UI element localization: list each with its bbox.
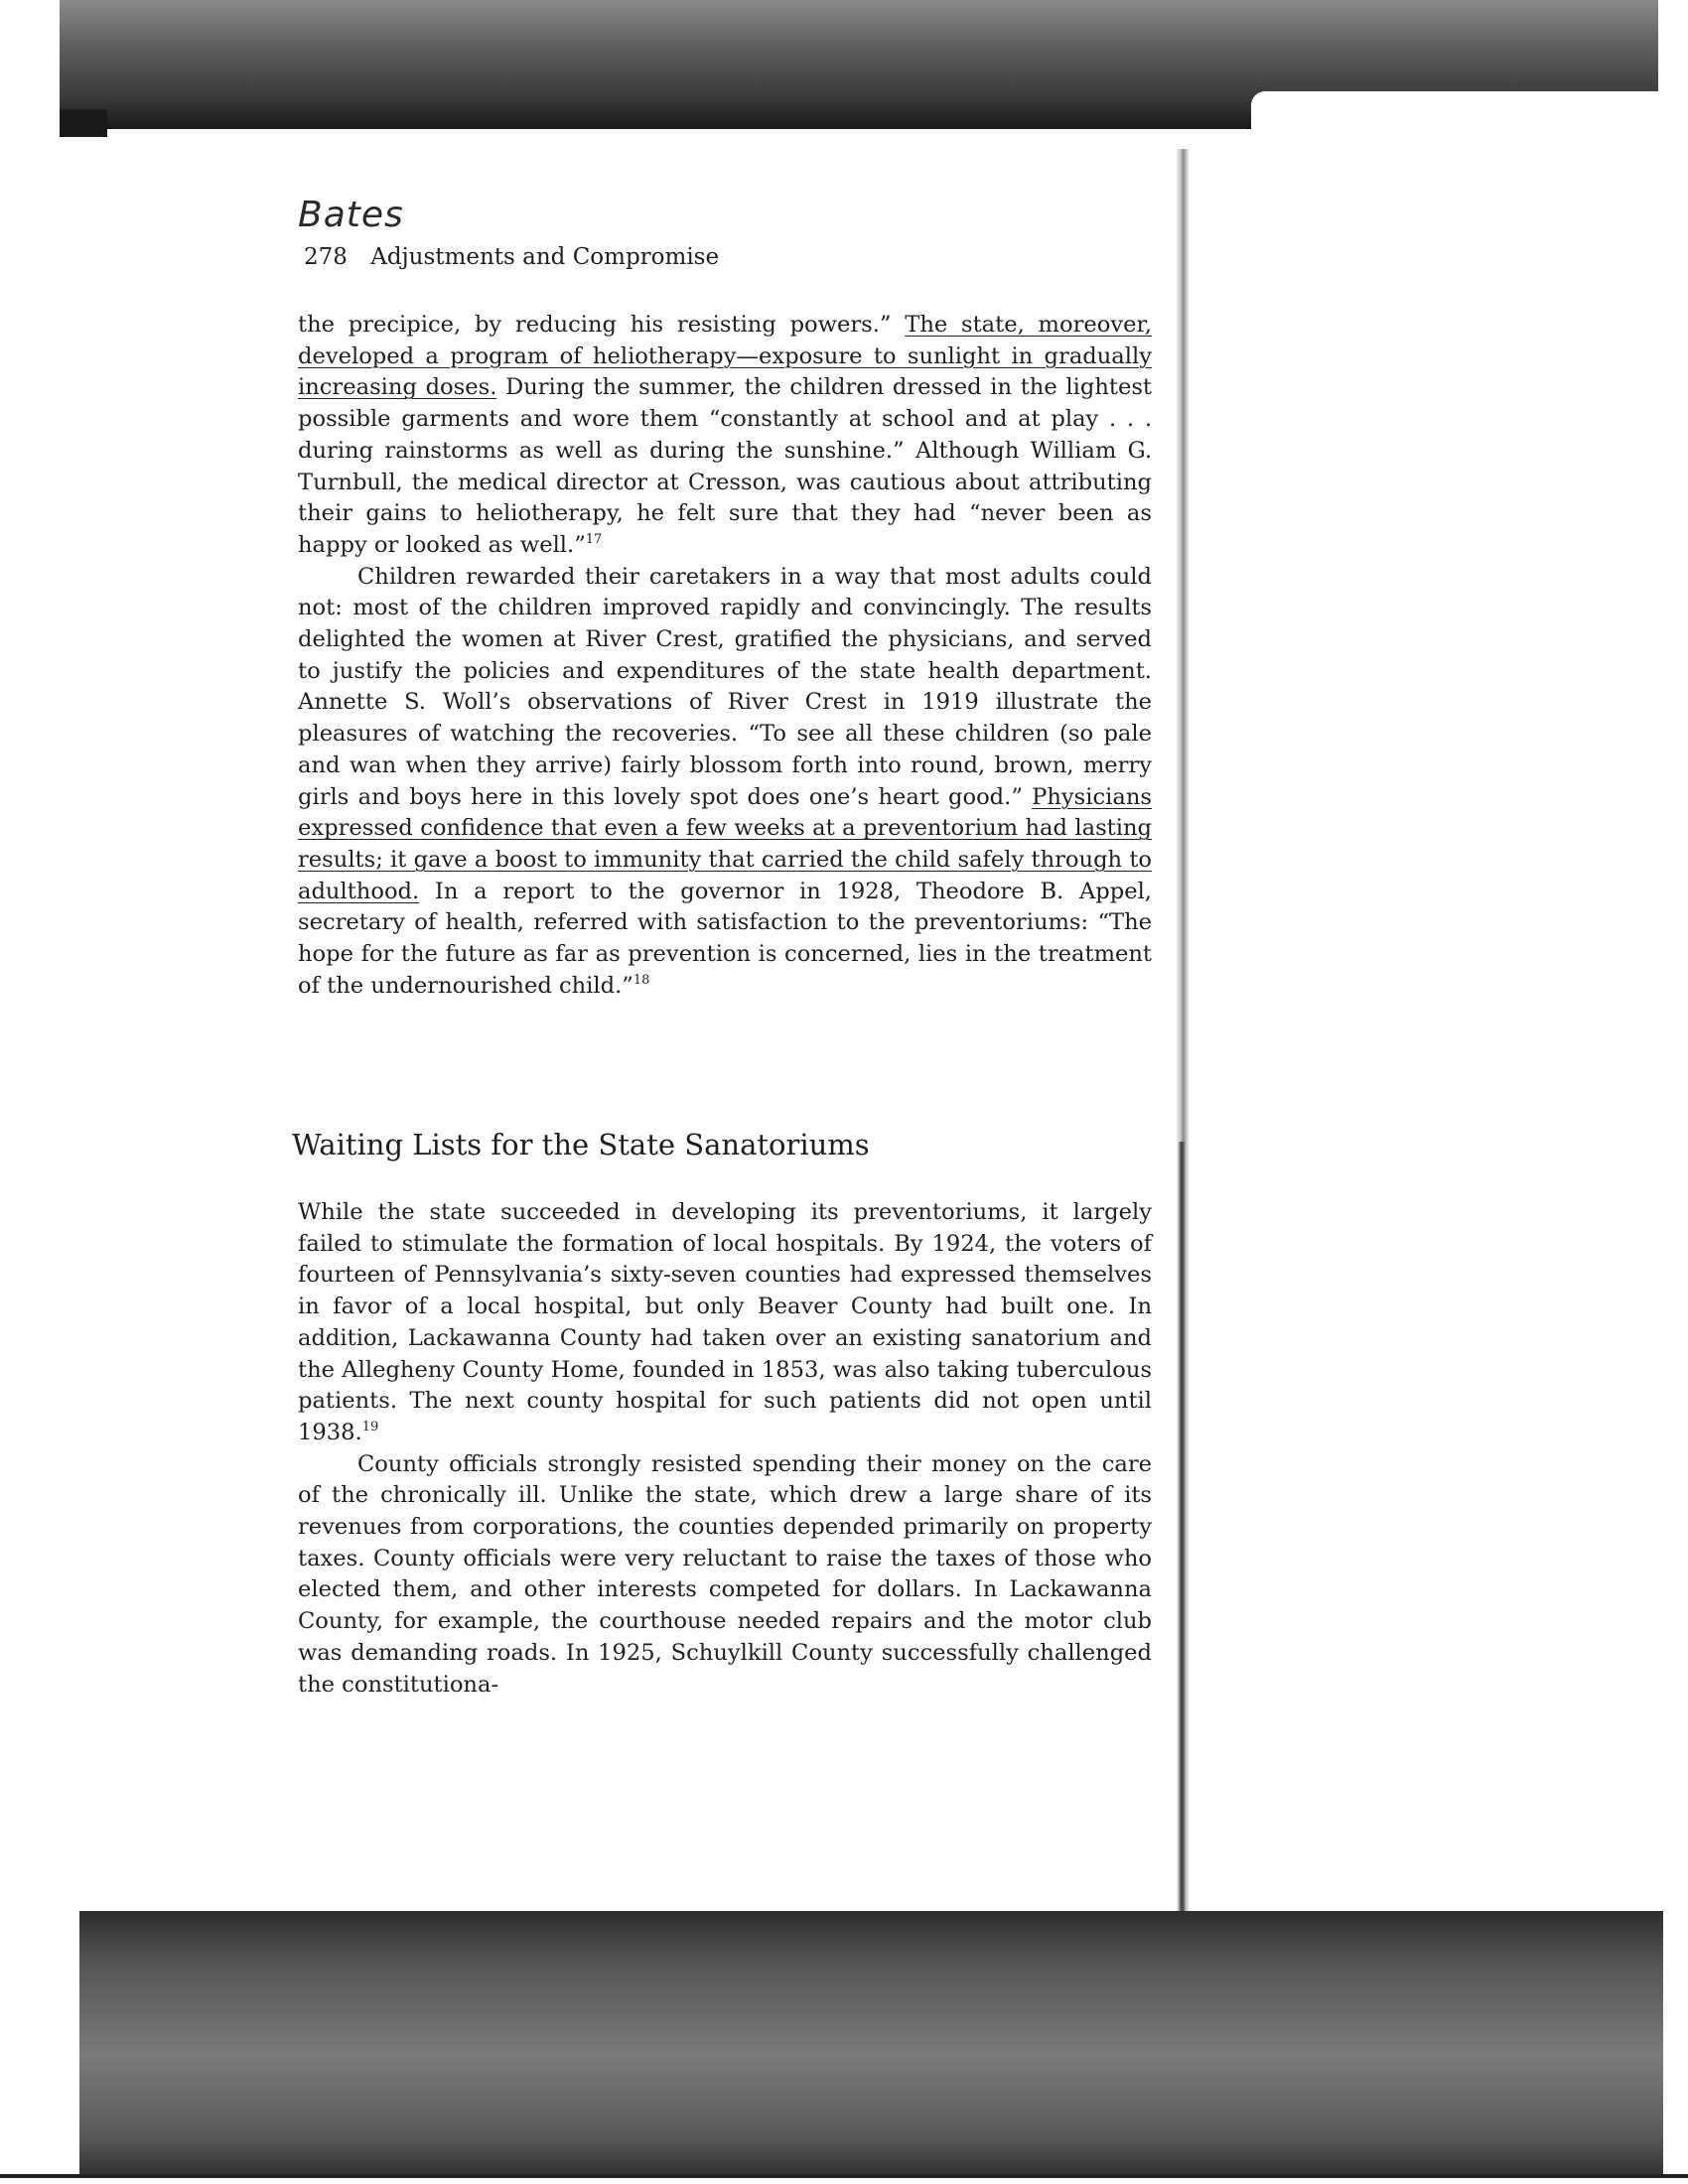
underlined-passage: Physicians expressed confidence that even a few weeks at a preventorium had lasting results; it gave a boost to immunity that carried the child safely through to adulthood. xyxy=(298,783,1152,904)
book-gutter-shadow-dark xyxy=(1178,1142,1186,1916)
paragraph xyxy=(298,1197,1152,1449)
paragraph-text: Children rewarded their caretakers in a way that most adults could not: most of the children improved rapidly and convincingly. The results delighted the women at River Crest, gratified the physicians, and served to justify the policies and expenditures of the state health department. Annette S. Woll’s observations of River Crest in 1919 illustrate the pleasures of watching the recoveries. “To see all these children (so pale and wan when they arrive) fairly blossom forth into round, brown, merry girls and boys here in this lovely spot does one’s heart good.” xyxy=(298,563,1152,810)
scan-edge-corner xyxy=(60,109,107,137)
scan-bottom-rule xyxy=(0,2174,1688,2178)
paragraph-text: While the state succeeded in developing its preventoriums, it largely failed to stimulate the formation of local hospitals. By 1924, the voters of fourteen of Pennsylvania’s sixty-seven counties had expressed themselves in favor of a local hospital, but only Beaver County had built one. In addition, Lackawanna County had taken over an existing sanatorium and the Allegheny County Home, founded in 1853, was also taking tuberculous patients. The next county hospital for such patients did not open until 1938. xyxy=(298,1199,1152,1445)
footnote-ref: 17 xyxy=(585,531,603,547)
section-heading: Waiting Lists for the State Sanatoriums xyxy=(292,1128,870,1161)
underlined-passage: The state, moreover, developed a program of heliotherapy—exposure to sunlight in gradually increasing doses. xyxy=(298,312,1152,401)
scan-edge-notch xyxy=(1251,91,1668,133)
paragraph-text: County officials strongly resisted spending their money on the care of the chronically ill. Unlike the state, which drew a large share of its revenues from corporations, the counties depended primarily on property taxes. County officials were very reluctant to raise the taxes of those who elected them, and other interests competed for dollars. In Lackawanna County, for example, the courthouse needed repairs and the motor club was demanding roads. In 1925, Schuylkill County successfully challenged the constitutiona- xyxy=(298,1450,1152,1698)
scan-edge-bottom xyxy=(79,1911,1663,2174)
paragraph-text: In a report to the governor in 1928, Theodore B. Appel, secretary of health, referred with satisfaction to the preventoriums: “The hope for the future as far as prevention is concerned, lies in the treatment of the undernourished child.” xyxy=(298,878,1152,999)
paragraph-text: During the summer, the children dressed in the lightest possible garments and wore them “constantly at school and at play . . . during rainstorms as well as during the sunshine.” Although William G. Turnbull, the medical director at Cresson, was cautious about attributing their gains to heliotherapy, he felt sure that they had “never been as happy or looked as well.” xyxy=(298,374,1152,558)
paragraph xyxy=(298,562,1152,1003)
footnote-ref: 18 xyxy=(633,972,650,988)
paragraph xyxy=(298,310,1152,562)
body-text-bottom xyxy=(298,1197,1152,1701)
body-text-top xyxy=(298,310,1152,1002)
footnote-ref: 19 xyxy=(361,1419,379,1434)
chapter-title: Adjustments and Compromise xyxy=(370,244,720,270)
running-head xyxy=(304,244,719,270)
paragraph xyxy=(298,1449,1152,1702)
handwritten-signature: Bates xyxy=(298,195,404,235)
paragraph-text: the precipice, by reducing his resisting powers.” xyxy=(298,312,906,338)
page-number: 278 xyxy=(304,244,348,270)
